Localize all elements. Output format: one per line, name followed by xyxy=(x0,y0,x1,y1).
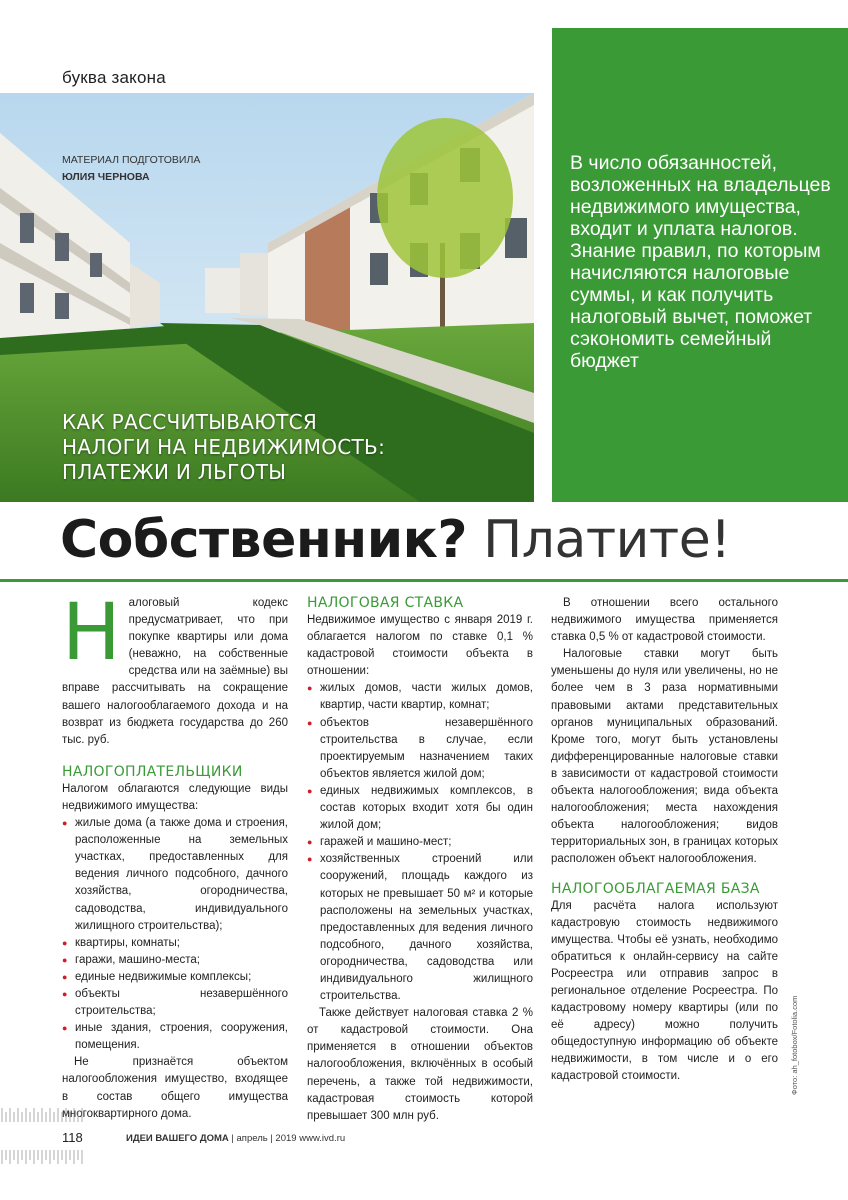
list-item: ● единых недвижимых комплексов, в состав которых входит хотя бы один жилой дом; xyxy=(307,783,533,834)
column-1 xyxy=(62,588,288,1123)
paragraph: Также действует налоговая ставка 2 % от кадастровой стоимости. Она применяется в отношении объектов налогообложения, включённых в особый перечень, а также той недвижимости, кадастровая стоимость которой превышает 300 млн руб. xyxy=(307,1007,533,1122)
author-name: ЮЛИЯ ЧЕРНОВА xyxy=(62,171,150,183)
page-number: 118 xyxy=(62,1130,83,1145)
photo-credit xyxy=(790,985,804,1095)
list-item: ● объектов незавершённого строительства в случае, если проектируемым назначением таких объектов является жилой дом; xyxy=(307,715,533,783)
intro-paragraph xyxy=(62,588,288,749)
article-subtitle xyxy=(62,410,402,485)
subtitle-line: НАЛОГИ НА НЕДВИЖИМОСТЬ: xyxy=(62,435,386,459)
credit-label: МАТЕРИАЛ ПОДГОТОВИЛА xyxy=(62,154,201,166)
heading-taxpayers: НАЛОГОПЛАТЕЛЬЩИКИ xyxy=(62,763,243,780)
paragraph: Налоговые ставки могут быть уменьшены до нуля или увеличены, но не более чем в 3 раза нормативными правовыми актами представительных органов муниципальных образований. Кроме того, могут быть установлены дифференцированные налоговые ставки в зависимости от кадастровой стоимости объекта налогообложения; вида объекта налогообложения; места нахождения объекта налогообложения; видов территориальных зон, в границах которых расположен объект налогообложения. xyxy=(551,648,778,866)
headline-light: Платите! xyxy=(483,510,731,570)
property-list xyxy=(62,815,288,1054)
paragraph: Недвижимое имущество с января 2019 г. облагается налогом по ставке 0,1 % кадастровой стоимости объекта в отношении: xyxy=(307,614,533,678)
list-item: ● гаражи, машино-места; xyxy=(62,952,288,969)
paragraph: Налогом облагаются следующие виды недвижимого имущества: xyxy=(62,782,288,812)
photo-credit-text: Фото: ah_fotobox/Fotolia.com xyxy=(790,995,799,1095)
list-item: ● объекты незавершённого строительства; xyxy=(62,986,288,1020)
lead-panel xyxy=(552,28,848,502)
paragraph: Не признаётся объектом налогообложения имущество, входящее в состав общего имущества многоквартирного дома. xyxy=(62,1056,288,1120)
author-credit xyxy=(62,152,200,186)
ruler-decoration xyxy=(0,1150,88,1164)
list-item: ● иные здания, строения, сооружения, помещения. xyxy=(62,1020,288,1054)
paragraph: В отношении всего остального недвижимого имущества применяется ставка 0,5 % от кадастровой стоимости. xyxy=(551,597,778,644)
list-item: ● хозяйственных строений или сооружений, площадь каждого из которых не превышает 50 м² и которые расположены на земельных участках, предоставленных для ведения личного подсобного, дачного хозяйства, огородничества, садоводства или индивидуального жилищного строительства. xyxy=(307,851,533,1005)
heading-tax-rate: НАЛОГОВАЯ СТАВКА xyxy=(307,595,464,611)
rate-list xyxy=(307,680,533,1005)
list-item: ● жилые дома (а также дома и строения, расположенные на земельных участках, предоставленных для ведения личного подсобного, дачного хозяйства, огородничества, садоводства, индивидуального жилищного строительства); xyxy=(62,815,288,935)
lead-text: В число обязанностей, возложенных на владельцев недвижимого имущества, входит и уплата налогов. Знание правил, по которым начисляются налоговые суммы, и как получить налоговый вычет, поможет сэкономить семейный бюджет xyxy=(570,152,831,372)
section-label: буква закона xyxy=(62,68,166,87)
site-url: www.ivd.ru xyxy=(299,1133,346,1144)
column-2 xyxy=(307,595,533,1125)
heading-tax-base: НАЛОГООБЛАГАЕМАЯ БАЗА xyxy=(551,880,760,897)
article-headline xyxy=(60,505,731,575)
magazine-name: ИДЕИ ВАШЕГО ДОМА xyxy=(126,1133,229,1144)
subtitle-line: КАК РАССЧИТЫВАЮТСЯ xyxy=(62,410,318,434)
paragraph: Для расчёта налога используют кадастровую стоимость недвижимого имущества. Чтобы её узнать, необходимо обратиться к онлайн-сервису на сайте Росреестра или отправив запрос в региональное отделение Росреестра. По кадастровому номеру квартиры (или по её адресу) можно получить общедоступную информацию об объекте недвижимости, в том числе и о его кадастровой стоимости. xyxy=(551,899,778,1083)
headline-bold: Собственник? xyxy=(60,510,468,570)
footer xyxy=(126,1133,345,1144)
list-item: ● единые недвижимые комплексы; xyxy=(62,969,288,986)
subtitle-line: ПЛАТЕЖИ И ЛЬГОТЫ xyxy=(62,460,287,484)
list-item: ● гаражей и машино-мест; xyxy=(307,834,533,851)
column-3 xyxy=(551,595,778,1086)
list-item: ● жилых домов, части жилых домов, квартир, части квартир, комнат; xyxy=(307,680,533,714)
intro-text: алоговый кодекс предусматривает, что при покупке квартиры или дома (неважно, на собственные средства или на заёмные) вы вправе рассчитывать на сокращение вашего налогооблагаемого дохода и на возврат из бюджета государства до 260 тыс. руб. xyxy=(62,597,288,746)
headline-rule xyxy=(0,579,848,582)
ruler-decoration xyxy=(0,1108,88,1122)
list-item: ● квартиры, комнаты; xyxy=(62,935,288,952)
drop-cap: Н xyxy=(62,588,121,678)
issue-info: | апрель | 2019 xyxy=(228,1133,300,1144)
